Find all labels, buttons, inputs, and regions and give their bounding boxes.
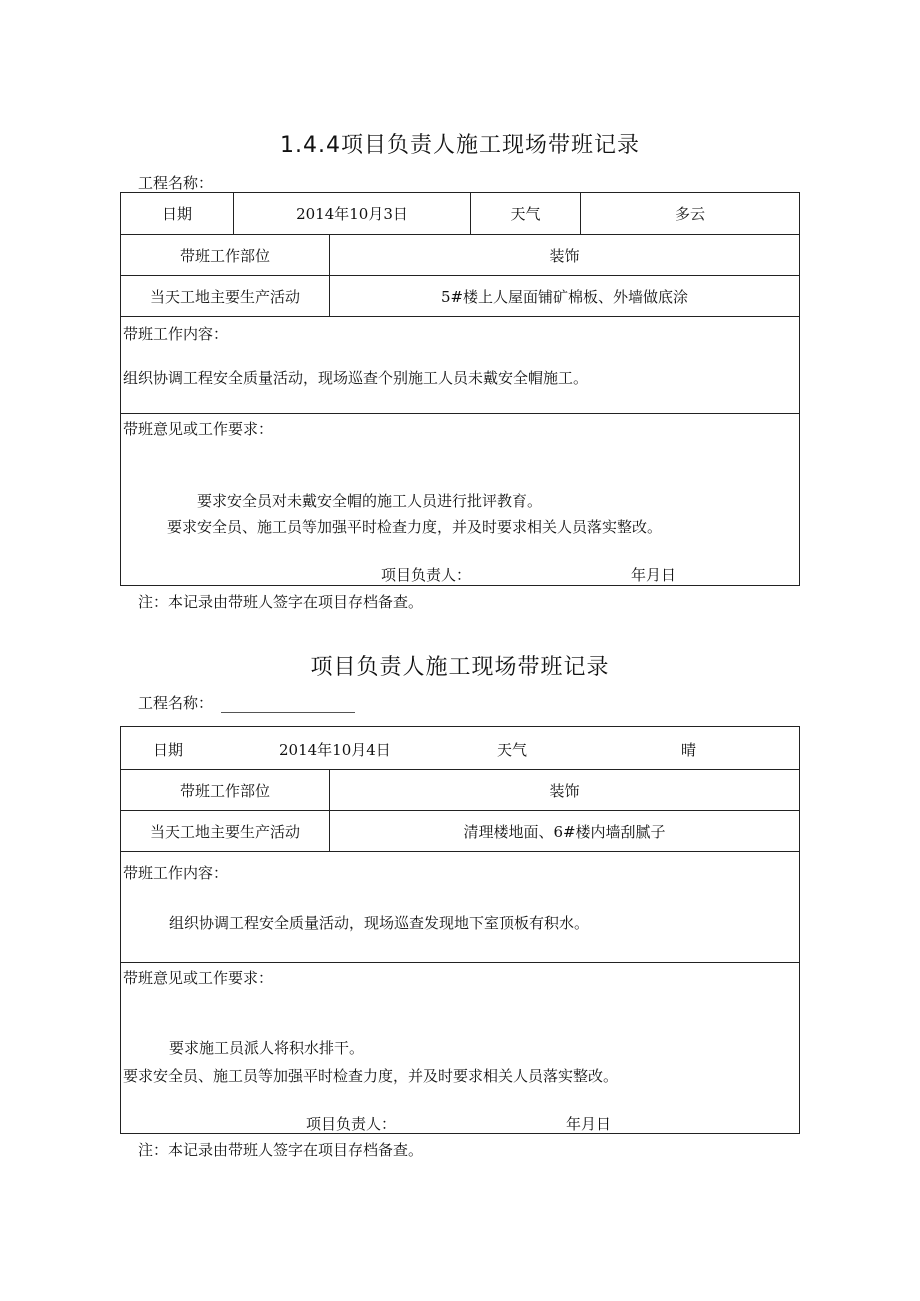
content-label: 带班工作内容：	[123, 864, 229, 882]
record-form	[120, 192, 800, 586]
opinion-row	[121, 963, 799, 1133]
opinion-row	[121, 414, 799, 585]
date-weather-row	[121, 727, 799, 770]
activity-label: 当天工地主要生产活动	[149, 287, 300, 306]
dept-label: 带班工作部位	[179, 781, 270, 800]
sign-date: 年月日	[631, 566, 677, 584]
content-row	[121, 852, 799, 963]
project-name-line	[138, 692, 355, 713]
project-name-label: 工程名称：	[138, 694, 214, 712]
content-text: 组织协调工程安全质量活动，现场巡查发现地下室顶板有积水。	[169, 914, 590, 932]
page-title: 1.4.4项目负责人施工现场带班记录	[280, 133, 640, 158]
activity-label: 当天工地主要生产活动	[149, 822, 300, 841]
dept-row	[121, 770, 799, 811]
opinion-label: 带班意见或工作要求：	[123, 420, 274, 438]
project-name-field[interactable]	[221, 696, 355, 713]
dept-label: 带班工作部位	[179, 246, 270, 265]
activity-value: 清理楼地面、6#楼内墙刮腻子	[329, 811, 799, 851]
weather-value: 晴	[681, 741, 697, 759]
date-value: 2014年10月4日	[279, 741, 391, 759]
activity-row	[121, 276, 799, 317]
page-title: 项目负责人施工现场带班记录	[310, 655, 610, 680]
content-text: 组织协调工程安全质量活动，现场巡查个别施工人员未戴安全帽施工。	[123, 369, 589, 387]
weather-label: 天气	[470, 193, 580, 234]
record-note: 注：本记录由带班人签字在项目存档备查。	[138, 593, 424, 611]
signer-label: 项目负责人：	[381, 566, 472, 584]
dept-value: 装饰	[329, 235, 799, 275]
opinion-line-2: 要求安全员、施工员等加强平时检查力度，并及时要求相关人员落实整改。	[123, 1067, 619, 1085]
opinion-label: 带班意见或工作要求：	[123, 969, 274, 987]
dept-value: 装饰	[329, 770, 799, 810]
opinion-line-2: 要求安全员、施工员等加强平时检查力度，并及时要求相关人员落实整改。	[167, 518, 663, 536]
date-label: 日期	[161, 205, 192, 223]
project-name-field[interactable]	[221, 176, 339, 193]
signer-label: 项目负责人：	[306, 1115, 397, 1133]
date-value: 2014年10月3日	[233, 193, 470, 234]
opinion-line-1: 要求施工员派人将积水排干。	[169, 1039, 365, 1057]
opinion-line-1: 要求安全员对未戴安全帽的施工人员进行批评教育。	[197, 492, 543, 510]
project-name-line	[138, 172, 339, 193]
sign-date: 年月日	[566, 1115, 612, 1133]
weather-value: 多云	[580, 193, 799, 234]
date-label: 日期	[153, 741, 184, 759]
content-row	[121, 317, 799, 414]
record-form	[120, 726, 800, 1134]
project-name-label: 工程名称：	[138, 174, 214, 192]
activity-value: 5#楼上人屋面铺矿棉板、外墙做底涂	[329, 276, 799, 316]
weather-label: 天气	[497, 741, 528, 759]
date-weather-row	[121, 193, 799, 235]
record-note: 注：本记录由带班人签字在项目存档备查。	[138, 1141, 424, 1159]
activity-row	[121, 811, 799, 852]
dept-row	[121, 235, 799, 276]
content-label: 带班工作内容：	[123, 325, 229, 343]
